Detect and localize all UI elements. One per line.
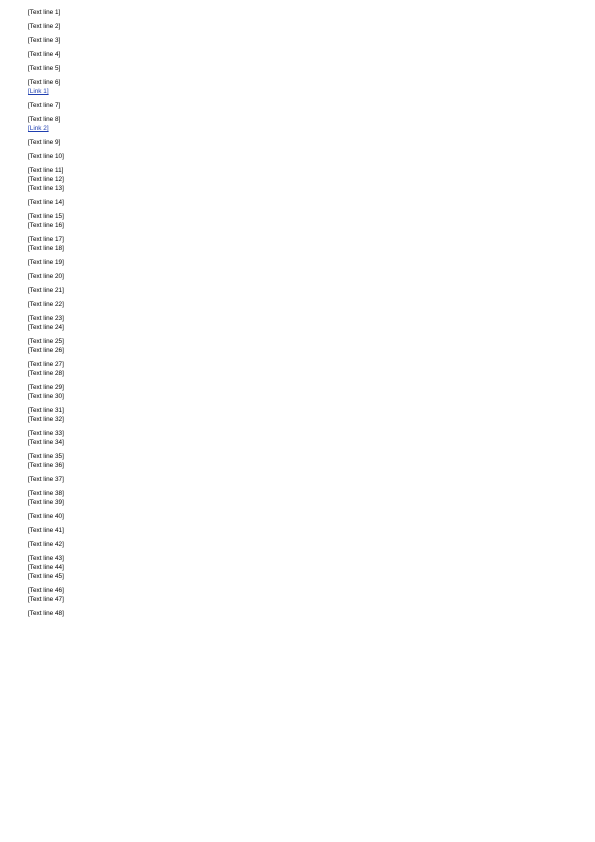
text-line: [Text line 4] [28,51,61,58]
paragraph [28,101,563,110]
text-line: [Text line 45] [28,573,64,580]
text-line: [Text line 36] [28,462,64,469]
text-line: [Text line 31] [28,407,64,414]
paragraph [28,64,563,73]
text-line: [Text line 16] [28,222,64,229]
text-line: [Text line 1] [28,9,61,16]
paragraph [28,138,563,147]
paragraph [28,512,563,521]
paragraph [28,212,563,230]
paragraph [28,452,563,470]
text-line: [Text line 11] [28,167,64,174]
paragraph [28,235,563,253]
paragraph [28,22,563,31]
text-line: [Text line 10] [28,153,64,160]
text-line: [Text line 27] [28,361,64,368]
text-line: [Text line 3] [28,37,61,44]
paragraph [28,383,563,401]
text-line: [Text line 39] [28,499,64,506]
section-heading [28,554,563,581]
text-line: [Text line 34] [28,439,64,446]
paragraph [28,115,563,133]
text-line: [Text line 15] [28,213,64,220]
paragraph [28,50,563,59]
text-line: [Text line 47] [28,596,64,603]
text-line: [Text line 5] [28,65,61,72]
text-line: [Text line 43] [28,555,64,562]
paragraph [28,198,563,207]
reference-link[interactable]: [Link 2] [28,125,49,132]
text-line: [Text line 26] [28,347,64,354]
paragraph [28,540,563,549]
paragraph [28,314,563,332]
text-line: [Text line 40] [28,513,64,520]
text-line: [Text line 48] [28,610,64,617]
text-line: [Text line 2] [28,23,61,30]
paragraph [28,526,563,535]
paragraph [28,166,563,193]
text-line: [Text line 30] [28,393,64,400]
text-line: [Text line 24] [28,324,64,331]
paragraph [28,258,563,267]
document-body [28,8,563,623]
paragraph [28,78,563,96]
text-line: [Text line 28] [28,370,64,377]
text-line: [Text line 12] [28,176,64,183]
paragraph [28,475,563,484]
text-line: [Text line 41] [28,527,64,534]
text-line: [Text line 37] [28,476,64,483]
text-line: [Text line 7] [28,102,61,109]
paragraph [28,586,563,604]
text-line: [Text line 20] [28,273,64,280]
paragraph [28,8,563,17]
text-line: [Text line 8] [28,116,61,123]
paragraph [28,489,563,507]
text-line: [Text line 29] [28,384,64,391]
text-line: [Text line 38] [28,490,64,497]
reference-link[interactable]: [Link 1] [28,88,49,95]
text-line: [Text line 6] [28,79,61,86]
text-line: [Text line 14] [28,199,64,206]
paragraph [28,300,563,309]
paragraph [28,337,563,355]
text-line: [Text line 19] [28,259,64,266]
text-line: [Text line 22] [28,301,64,308]
text-line: [Text line 13] [28,185,64,192]
section-heading [28,36,563,45]
text-line: [Text line 35] [28,453,64,460]
paragraph [28,406,563,424]
text-line: [Text line 46] [28,587,64,594]
paragraph [28,360,563,378]
text-line: [Text line 42] [28,541,64,548]
text-line: [Text line 25] [28,338,64,345]
paragraph [28,429,563,447]
section-heading [28,272,563,281]
text-line: [Text line 44] [28,564,64,571]
text-line: [Text line 17] [28,236,64,243]
section-heading [28,152,563,161]
paragraph [28,286,563,295]
paragraph [28,609,563,618]
text-line: [Text line 33] [28,430,64,437]
text-line: [Text line 18] [28,245,64,252]
text-line: [Text line 23] [28,315,64,322]
text-line: [Text line 9] [28,139,61,146]
text-line: [Text line 21] [28,287,64,294]
text-line: [Text line 32] [28,416,64,423]
